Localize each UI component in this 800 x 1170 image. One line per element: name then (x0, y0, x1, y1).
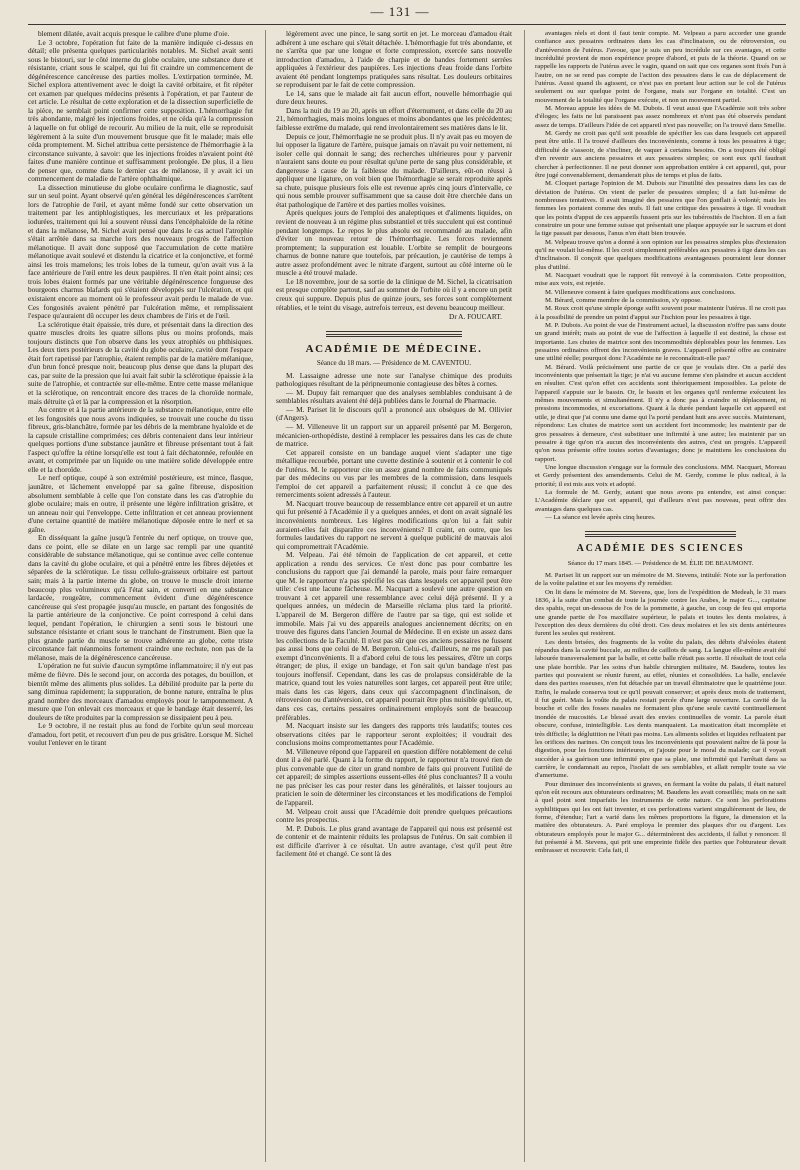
paragraph: Dans la nuit du 19 au 20, après un effort d'éternument, et dans celle du 20 au 21, hémorrhagies, mais moins longues et moins abondantes que les précédentes; faiblesse extrême du malade, qui rend involontairement ses matières dans le lit. (276, 105, 512, 133)
paragraph: avantages réels et dont il faut tenir compte. M. Velpeau a paru accorder une grande confiance aux pessaires ordinaires dans les cas d'inclinaison, ou de rétroversion, ou d'antéversion de l'utérus. J'avoue, que je suis un peu incrédule sur ces avantages, et cette incrédulité provient de mon expérience propre d'abord, et puis de la théorie. Quand on se rappelle les rapports de l'utérus avec le vagin, quand on sait que ces organes sont fixés l'un à l'autre, on ne se rend pas compte de l'action des pessaires dans le cas de déplacement de l'utérus. Aussi quand ils agissent, ce n'est pas en portant leur action sur le col de l'utérus seulement ou sur quelque point de l'organe, mais sur l'organe en totalité. C'est un mouvement de la totalité que l'organe exécute, et non un mouvement partiel. (535, 30, 786, 104)
paragraph: M. Velpeau. J'ai été témoin de l'application de cet appareil, et cette application a rendu des services. Ce n'est donc pas pour combattre les conclusions du rapport que j'ai demandé la parole, mais pour faire remarquer que M. le rapporteur n'a pas spécifié les cas dans lesquels cet appareil peut être utile: c'est une lacune fâcheuse. M. Nacquart a soulevé une autre question en trouvant à cet appareil une ressemblance avec celui déjà présenté. Il y a quelques années, un médecin de Marseille réclama plus tard la priorité. L'appareil de M. Bergeron diffère de l'autre par sa tige, qui est solide et immobile. Mais j'ai vu des appareils analogues anciennement décrits; on en trouve des figures dans l'ancien Journal de Médecine. Il en existe un assez dans les collections de la Faculté. Il n'est pas sûr que ces anciens pessaires ne fussent pas aussi bons que celui de M. Bergeron. Celui-ci, d'ailleurs, ne me paraît pas exempt d'inconvénients. Il a d'abord celui de tous les pessaires, d'être un corps étranger; de plus, il exige un bandage, et l'on sait qu'un bandage n'est pas toujours inoffensif. Cependant, dans les cas de prolapsus considérable de la matrice, quand tout les voies naturelles sont larges, cet appareil peut être utile; mais dans les cas légers, dans ceux qui s'accompagnent d'inclinaison, de rétroversion ou d'antéversion, cet appareil pourrait être plus nuisible qu'utile, et, dans ces cas, certains pessaires ordinairement employés sont de beaucoup préférables. (276, 550, 512, 722)
column-1 (28, 30, 253, 1162)
paragraph: Le 3 octobre, l'opération fut faite de la manière indiquée ci-dessus en détail; elle présenta quelques particularités notables. M. Sichel avait senti sous le bistouri, sur le côté interne du globe oculaire, une substance dure et résistante, criant sous le scalpel, qui lui fit craindre un commencement de dégénérescence cancéreuse des parties molles. L'extirpation terminée, M. Sichel explora attentivement avec le doigt la cavité orbitaire, et fit répéter cet examen par quelques médecins présents à l'opération, et par l'auteur de cet article. Le résultat de cette exploration et de la dissection superficielle de la pièce, ne semblait point confirmer cette supposition. L'hémorrhagie fut très abondante, malgré les injections froides, et ne céda qu'à la compression à laquelle on fut obligé de recourir. Au milieu de la nuit, elle se reproduisit légèrement à la suite d'un mouvement brusque que fit le malade; mais elle céda promptement. M. Sichel attribua cette persistence de l'hémorrhagie à la circonstance suivante, à savoir: que les injections froides n'avaient point été faites d'une manière continue et suffisamment prolongée. De plus, il a lieu de penser que, comme dans le dernier cas de mélanose, il y avait ici un commencement de maladie de l'artère ophthalmique. (28, 37, 253, 184)
section-rule (585, 534, 736, 537)
paragraph: M. Moreau appuie les idées de M. Dubois. Il veut aussi que l'Académie soit très sobre d'éloges; les faits ne lui paraissent pas assez nombreux et n'ont pas été observés pendant assez de temps. D'ailleurs l'idée de cet appareil n'est pas nouvelle; on l'a trouvé dans Smellie. (535, 105, 786, 129)
paragraph: M. Nacquart voudrait que le rapport fût renvoyé à la commission. Cette proposition, mise aux voix, est rejetée. (535, 271, 786, 288)
paragraph: Le 18 novembre, jour de sa sortie de la clinique de M. Sichel, la cicatrisation est presque complète partout, sauf au sommet de l'orbite où il y a encore un petit creux qui suppure. Depuis plus de quinze jours, ses forces sont complètement rétablies, et le teint du visage, autrefois terreux, est devenu beaucoup meilleur. (276, 276, 512, 312)
paragraph: M. Pariset lit un rapport sur un mémoire de M. Stevens, intitulé: Note sur la perforation de la voûte palatine et sur les moyens d'y remédier. (535, 571, 786, 588)
paragraph: M. Villeneuve répond que l'appareil en question diffère notablement de celui dont il a été parlé. Quant à la forme du rapport, le rapporteur n'a trouvé rien de plus convenable que de citer un grand nombre de faits qui prouvent l'utilité de cet appareil; de simples assertions eussent-elles été plus concluantes? Il a voulu ne pas préciser les cas pour rester dans les généralités, et laisser toujours au praticien le soin de déterminer les circonstances et les modifications de l'emploi de l'appareil. (276, 746, 512, 808)
page-number: — 131 — (370, 4, 430, 19)
paragraph: M. Bérard. Voilà précisément une partie de ce que je voulais dire. On a parlé des inconvénients que présentait la tige; je n'ai vu aucune femme s'en plaindre et aucun accident en résulter. C'est qu'on effet ces accidents sont théoriquement impossibles. La pelote de l'appareil s'appuie sur le bassin. Or, le bassin et les organes qu'il renferme exécutent les mêmes mouvements et simultanément. Il n'y a donc pas à craindre ni déplacement, ni pressions incommodes, ni excoriations. Quant à la durée pendant laquelle cet appareil est utile, je dirai que j'ai connu une dame qui l'a porté pendant huit ans avec succès. Maintenant, répondons: Les chutes de matrice sont un accident fort incommode; les maintenir par de gros pessaires à demeure, c'est substituer une infirmité à une autre; les maintenir par un pessaire à tige qu'on n'a aucun des inconvénients des autres, c'est un progrès. L'appareil qu'on nous présente offre toutes sortes d'avantages; donc je maintiens les conclusions du rapport. (535, 363, 786, 463)
author-signature: Dr A. FOUCART. (449, 312, 502, 322)
section-rule (326, 334, 462, 337)
paragraph: M. Bérard, comme membre de la commission, s'y oppose. (545, 297, 702, 304)
paragraph: En disséquant la gaîne jusqu'à l'entrée du nerf optique, on trouve que, dans ce point, elle se dilate en un large sac rempli par une quantité considérable de substance mélanotique, qui se continue avec celle contenue dans la cavité du globe oculaire, et qui a pénétré entre les fibres déjetées et séparées de la sclérotique. Le tissu cellulo-graisseux orbitaire est partout sain; mais à la partie interne du globe, on trouve le muscle droit interne beaucoup plus volumineux qu'à l'état sain, et converti en une substance lardacée, rougeâtre, commencement évident d'une dégénérescence cancéreuse qui s'est propagée jusqu'au muscle, en partant des fongosités de la partie antérieure de la conjonctive. Ce point correspond à celui dans lequel, pendant l'opération, le chirurgien a senti sous le bistouri une substance résistante et criant sous le tranchant de l'instrument. Bien que la plus grande partie du muscle se trouve adhérente au globe, cette triste circonstance fait néanmoins fortement craindre une rechute, non pas de la mélanose, mais de la dégénérescence cancéreuse. (28, 533, 253, 662)
section-title-academie-medecine: ACADÉMIE DE MÉDECINE. (305, 342, 483, 355)
paragraph: M. P. Dubois. Le plus grand avantage de l'appareil qui nous est présenté est de contenir et de maintenir réduits les prolapsus de l'utérus. On sait combien il est difficile d'arriver à ce résultat. Un autre avantage, c'est qu'il peut être facilement ôté et changé. Ce sont là des (276, 823, 512, 859)
paragraph: On lit dans le mémoire de M. Stevens, que, lors de l'expédition de Medeah, le 31 mars 1836, à la suite d'un combat de toute la journée contre les Arabes, le major G..., capitaine des spahis, reçut un-dessous de l'os de la pommette, à gauche, un coup de feu qui emporta une grande partie de l'os maxillaire supérieur, le palais et toutes les dents molaires, à l'exception des deux dernières du côté droit. Ces deux molaires et les six dents antérieures furent les seules qui restèrent. (535, 588, 786, 638)
paragraph: L'opération ne fut suivie d'aucun symptôme inflammatoire; il n'y eut pas même de fièvre. Dès le second jour, on accorda des potages, du bouillon, et bientôt même des aliments plus solides. La débilité produite par la perte du sang diminua rapidement; la suppuration, de bonne nature, entraîna le plus grand nombre des morceaux d'amadou employés pour le tamponnement. A mesure que l'on enlevait ces morceaux et que le bandage était desserré, les douleurs de tête produites par la compression se dissipaient peu à peu. (28, 661, 253, 722)
paragraph: M. Nacquart insiste sur les dangers des rapports très laudatifs; toutes ces observations citées par le rapporteur seront exploitées; il voudrait des conclusions moins compromettantes pour l'Académie. (276, 721, 512, 748)
paragraph: M. Velpeau croit aussi que l'Académie doit prendre quelques précautions contre les prospectus. (276, 806, 512, 825)
paragraph: — M. Dupuy fait remarquer que des analyses semblables conduisant à de semblables résultats avaient été déjà publiées dans le Journal de Pharmacie. (276, 387, 512, 406)
paragraph: Le 9 octobre, il ne restait plus au fond de l'orbite qu'un seul morceau d'amadou, fort petit, et recouvert d'un peu de pus grisâtre. Lorsque M. Sichel voulut l'enlever en le tirant (28, 721, 253, 748)
paragraph: M. Gerdy ne croit pas qu'il soit possible de spécifier les cas dans lesquels cet appareil peut être utile. Il l'a trouvé d'ailleurs des inconvénients, comme à tous les pessaires à tige; difficulté de s'asseoir, de s'incliner, de vaquer à certains besoins. On a toujours été obligé d'en revenir aux anciens pessaires et aux pessaires simples; ce sont eux qu'il faudrait chercher à perfectionner. Il ne peut donner son approbation entière à cet appareil, qui, pour être jugé convenablement, demanderait plus de temps et plus de faits. (535, 130, 786, 179)
paragraph: La dissection minutieuse du globe oculaire confirma le diagnostic, sauf sur un seul point. Ayant observé qu'en général les dégénérescences s'arrêtent lors de l'atrophie de l'œil, et ayant même fondé sur cette observation un traitement par les antiphlogistiques, les mercuriaux et les préparations iodurées, traitement qui lui a souvent réussi dans l'encéphaloïde de la rétine et dans la mélanose, M. Sichel avait pensé que dans le cas actuel l'atrophie s'était arrêtée dans sa marche lors des nouveaux progrès de l'affection mélanotique. Il avait donc supposé que l'accumulation de cette matière mélanotique avait soulevé et distendu la cicatrice et la conjonctive, et formé ainsi les trois mamelons; les trois lobes de la tumeur, qu'on avait vus à la face antérieure de l'œil entre les deux paupières. Il n'en était point ainsi; ces trois lobes étaient formés par une véritable dégénérescence fongueuse des bourgeons charnus blafards qui s'étaient développés sur l'ulcération, et qui existaient encore au moment où le professeur avait perdu le malade de vue. Ces fongosités avaient pénétré par l'ulcération même, et remplissaient l'espace qu'auraient dû occuper les deux chambres de l'iris et de l'œil. (28, 182, 253, 321)
section-rule (585, 531, 736, 532)
section-title-academie-sciences: ACADÉMIE DES SCIENCES (576, 543, 745, 555)
paragraph: M. P. Dubois. Au point de vue de l'instrument actuel, la discussion n'offre pas sans doute un grand intérêt; mais au point de vue de l'affection à laquelle il est destiné, la chose est importante. Les chutes de matrice sont des incommodités déplorables pour les femmes. Les pessaires ordinaires offrent des inconvénients graves. L'appareil présenté offre au contraire une utilité réelle; pourquoi donc l'Académie ne le reconnaîtrait-elle pas? (535, 322, 786, 363)
paragraph: M. Nacquart trouve beaucoup de ressemblance entre cet appareil et un autre qui fut présenté à l'Académie il y a quelques années, et dont on avait signalé les inconvénients nombreux. Les légères modifications qu'on lui a fait subir auraient-elles fait disparaître ces inconvénients? Il craint, en outre, que les formules laudatives du rapport ne servent à quelque publicité de mauvais aloi qui compromettrait l'Académie. (276, 498, 512, 551)
column-divider (524, 30, 525, 1162)
paragraph: M. Velpeau trouve qu'on a donné à son opinion sur les pessaires simples plus d'extension qu'il ne voulait lui-même. Il les croit simplement préférables aux pessaires à tige dans les cas d'inclinaison. Il conçoit que quelques modifications avantageuses pourraient leur donner plus d'utilité. (535, 238, 786, 271)
paragraph: Cet appareil consiste en un bandage auquel vient s'adapter une tige métallique recourbée, portant une cuvette destinée à soutenir et à contenir le col de l'utérus. M. le rapporteur cite un assez grand nombre de faits communiqués par des médecins ou vus par les membres de la commission, dans lesquels l'emploi de cet appareil a parfaitement réussi; il conclut à ce que des remerciments soient adressés à l'auteur. (276, 447, 512, 500)
paragraph: Le 14, sans que le malade ait fait aucun effort, nouvelle hémorrhagie qui dure deux heures. (276, 88, 512, 107)
paragraph: Pour diminuer des inconvénients si graves, en fermant la voûte du palais, il était naturel qu'on eût recours aux obturateurs ordinaires; M. Baudens les avait conseillés; mais on ne sait à quel point sont imparfaits les instruments de cette nature. Ce sont les perforations syphilitiques qui les ont fait inventer, et ces perforations varient singulièrement de lieu, de forme, d'étendue; l'art a varié dans les mêmes proportions la figure, la dimension et la matière des obturateurs. A. Paré employa le premier des plaques d'or ou d'argent. Les obturateurs employés pour le major G... déterminèrent des accidents, il fallut y renoncer. Il fut présenté à M. Stevens, qui prit une empreinte fidèle des parties que l'obturateur devait embrasser et recouvrir. Cela fait, il (535, 780, 786, 855)
paragraph: Les dents brisées, des fragments de la voûte du palais, des débris d'alvéoles étaient répandus dans la cavité buccale, au milieu de caillots de sang. La langue elle-même avait été labourée transversalement par la balle, et cette balle n'était pas sortie. Il résultait de tout cela une plaie horrible. Par les soins d'un habile chirurgien militaire, M. Baudens, toutes les parties qui pouvaient se réunir furent, au effet, réunies et consolidées. La balle, enclavée dans des parties osseuses, n'en fut détachée par un travail éliminatoire que le quatrième jour. Enfin, le malade conserva tout ce qu'il pouvait conserver; et après deux mois de traitement, il fut guéri. Mais la voûte du palais restait percée d'une large ouverture. La cavité de la bouche et celle des fosses nasales ne formaient plus qu'une seule cavité continuellement inondée de mucosités. Le blessé avait des envies continuelles de vomir. La parole était obscure, confuse, inintelligible. Les dents manquaient. La mastication était incomplète et très difficile; la déglutition ne l'était pas moins. Les aliments solides et liquides refluaient par les orifices des narines. On conçoit tous les inconvénients qui pouvaient naître de là pour la digestion, pour les fonctions intérieures, et j'ajoute pour le moral du malade; car il voyait succéder à sa guérison une infirmité pire que sa plaie, une infirmité qui l'arrêtait dans sa carrière, le condamnait au repos, l'isolait de ses semblables, et allait remplir toute sa vie d'amertume. (535, 638, 786, 780)
paragraph: M. Cloquet partage l'opinion de M. Dubois sur l'inutilité des pessaires dans les cas de déviation de l'utérus. On vient de parler de pessaires simples; il a fait lui-même de nombreuses tentatives. Il avait imaginé des pessaires que l'on gonflait à volonté; mais les femmes les portaient comme des œufs. Il fait une critique des pessaires à tige. Il voudrait que les points d'appui de ces appareils fussent pris sur les tubérosités de l'ischion. Il en a fait construire un pour une femme suisse qui présentait une plaque appuyée sur le sacrum et dont la tige passait par dessous, l'anus n'en était bien trouvée. (535, 180, 786, 238)
section-rule (326, 331, 462, 332)
paragraph: Depuis ce jour, l'hémorrhagie ne se produit plus. Il n'y avait pas eu moyen de lui opposer la ligature de l'artère, puisque jamais on n'avait pu voir nettement, ni isoler celle qui donnait le sang; des recherches ultérieures pour y parvenir n'auraient sans doute eu pour résultat qu'une perte de sang plus considérable, et dangereuse à cause de la faiblesse du malade. D'ailleurs, eût-on réussi à appliquer une ligature, on voit bien que l'hémorrhagie se serait reproduite après sa chute, puisque plusieurs fois elle est revenue après cinq jours d'intervalle, ce qui nous semble prouver suffisamment que sa cause doit être cherchée dans un état pathologique de l'artère et des parties molles voisines. (276, 131, 512, 209)
column-divider (265, 30, 266, 1162)
paragraph: — M. Villeneuve lit un rapport sur un appareil présenté par M. Bergeron, mécanicien-orthopédiste, destiné à remplacer les pessaires dans les cas de chute de matrice. (276, 421, 512, 449)
paragraph: — La séance est levée après cinq heures. (545, 513, 656, 521)
paragraph: Après quelques jours de l'emploi des analeptiques et d'aliments liquides, on revient de nouveau à un régime plus substantiel et très succulent qui est continué pendant longtemps. Le repos le plus absolu est recommandé au malade, afin d'éviter un nouveau retour de l'hémorrhagie. Les forces reviennent promptement; la suppuration est louable. L'orbite se remplit de bourgeons charnus de bonne nature que toutefois, par précaution, je cautérise de temps à autre assez profondément avec le nitrate d'argent, surtout au côté interne où le muscle a été trouvé malade. (276, 208, 512, 278)
paragraph: blement dilatée, avait acquis presque le calibre d'une plume d'oie. (38, 30, 230, 38)
seance-line: Séance du 18 mars. — Présidence de M. CAVENTOU. (316, 359, 472, 368)
paragraph: Une longue discussion s'engage sur la formule des conclusions. MM. Nacquart, Moreau et Gerdy présentent des amendements. Celui de M. Gerdy, comme le plus radical, à la priorité; il est mis aux voix et adopté. (535, 463, 786, 488)
header-rule (28, 24, 786, 25)
paragraph: M. Villeneuve consent à faire quelques modifications aux conclusions. (545, 288, 736, 296)
paragraph: Le nerf optique, coupé à son extrémité postérieure, est mince, flasque, jaunâtre, et lâchement enveloppé par sa gaîne fibreuse, disposition absolument semblable à celle que l'on constate dans les cas d'atrophie du globe oculaire; mais en outre, il présente une légère infiltration grisâtre, et un anneau noir qui l'enveloppe. Cette infiltration et cet anneau proviennent d'une certaine quantité de matière mélanotique déposée entre le nerf et sa gaîne. (28, 473, 253, 534)
paragraph: Au centre et à la partie antérieure de la substance mélanotique, entre elle et les fongosités que nous avons indiquées, se trouvait une couche du tissu fibreux, gris-blanchâtre, formée par les débris de la membrane hyaloïde et de la capsule cristalline comprimées; ces débris contenaient dans leur intérieur quelques portions d'une substance jaunâtre et fibreuse présentant tout à fait l'aspect qu'offre la rétine lorsqu'elle est tout à fait déchatonnée, refoulée en avant, et comprimée par un liquide ou une matière solide développée entre elle et la choroïde. (28, 405, 253, 474)
seance-line: Séance du 17 mars 1845. — Présidence de M. ÉLIE DE BEAUMONT. (567, 559, 754, 567)
column-2 (276, 30, 512, 1162)
paragraph: légèrement avec une pince, le sang sortit en jet. Le morceau d'amadou était adhérent à une eschare qui s'était détachée. L'hémorrhagie fut très abondante, et ne s'arrêta que par une longue et forte compression, exercée sans nouvelle introduction d'amadou, à l'aide de charpie et de bandes fortement serrées appliquées à l'extérieur des paupières. Les injections d'eau froide dans l'orbite avaient été pendant longtemps pratiquées sans résultat. Les douleurs orbitaires se reproduisent par le fait de cette compression. (276, 30, 512, 90)
paragraph: La formule de M. Gerdy, autant que nous avons pu entendre, est ainsi conçue: L'Académie déclare que cet appareil, qui d'ailleurs n'est pas nouveau, peut offrir des avantages dans quelques cas. (535, 488, 786, 513)
paragraph: — M. Pariset lit le discours qu'il a prononcé aux obsèques de M. Ollivier (d'Angers). (276, 404, 512, 423)
paragraph: M. Roux croit qu'une simple éponge suffit souvent pour maintenir l'utérus. Il ne croit pas à la possibilité de prendre un point d'appui sur l'ischion pour les pessaires à tige. (535, 305, 786, 321)
column-3 (535, 30, 786, 1162)
paragraph: M. Lassaigne adresse une note sur l'analyse chimique des produits pathologiques résultant de la péripneumonie contagieuse des bêtes à cornes. (276, 370, 512, 389)
paragraph: La sclérotique était épaissie, très dure, et présentait dans la direction des quatre muscles droits les quatre sillons plus ou moins profonds, mais toujours distincts que l'on observe dans les yeux atrophiés ou phthisiques. Les deux tiers postérieurs de la cavité du globe oculaire, cavité dont l'espace était fort rapetissé par l'atrophie, étaient remplis par de la matière mélanique, d'un brun foncé presque noir, beaucoup plus dense que dans la plupart des cas, par suite de la pression que lui avait fait subir la sclérotique épaissie à la suite de l'atrophie, et contractée sur elle-même. Entre cette masse mélanique et la sclérotique, on rencontrait encore des traces de la choroïde normale, mais détruite çà et là par la compression et la résorption. (28, 319, 253, 406)
